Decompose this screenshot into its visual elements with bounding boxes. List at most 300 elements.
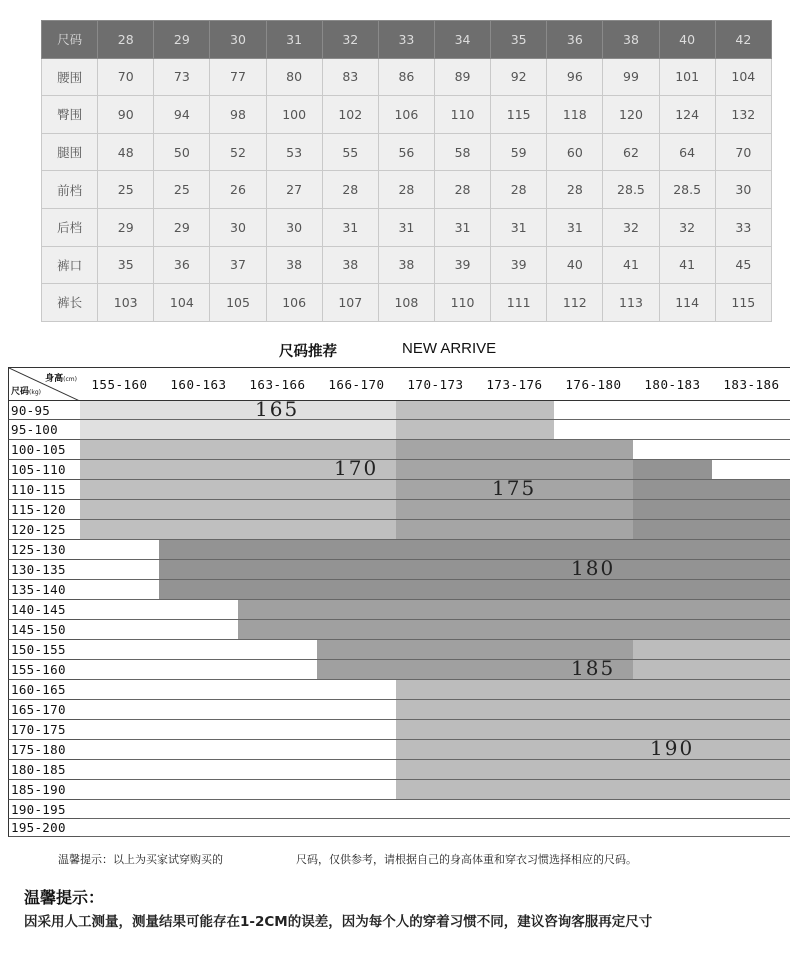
measure-value: 59 bbox=[491, 133, 547, 171]
size-cell bbox=[554, 740, 634, 760]
size-cell bbox=[554, 460, 634, 480]
measure-value: 38 bbox=[322, 246, 378, 284]
size-cell bbox=[238, 500, 318, 520]
size-cell bbox=[396, 460, 476, 480]
size-cell bbox=[712, 580, 790, 600]
measure-value: 38 bbox=[378, 246, 434, 284]
weight-row-header: 180-185 bbox=[8, 760, 81, 780]
measure-value: 29 bbox=[154, 208, 210, 246]
measure-row bbox=[42, 171, 772, 209]
measure-value: 89 bbox=[434, 58, 490, 96]
measure-value: 37 bbox=[210, 246, 266, 284]
size-cell bbox=[317, 520, 397, 540]
size-cell bbox=[633, 600, 713, 620]
size-cell bbox=[80, 540, 160, 560]
size-cell bbox=[396, 740, 476, 760]
size-cell bbox=[80, 401, 160, 420]
measure-value: 110 bbox=[434, 96, 490, 134]
size-cell bbox=[712, 420, 790, 440]
size-cell bbox=[317, 680, 397, 700]
size-cell bbox=[159, 480, 239, 500]
measure-value: 124 bbox=[659, 96, 715, 134]
size-header-cell: 29 bbox=[154, 21, 210, 59]
weight-row-header: 170-175 bbox=[8, 720, 81, 740]
size-cell bbox=[554, 780, 634, 800]
weight-row-header: 175-180 bbox=[8, 740, 81, 760]
measure-value: 98 bbox=[210, 96, 266, 134]
measure-value: 104 bbox=[154, 284, 210, 322]
measure-value: 92 bbox=[491, 58, 547, 96]
measure-value: 41 bbox=[603, 246, 659, 284]
measure-value: 56 bbox=[378, 133, 434, 171]
weight-row-header: 125-130 bbox=[8, 540, 81, 560]
size-cell bbox=[633, 660, 713, 680]
measure-value: 26 bbox=[210, 171, 266, 209]
height-column-header: 176-180 bbox=[554, 367, 634, 401]
measure-value: 28.5 bbox=[659, 171, 715, 209]
size-cell bbox=[159, 401, 239, 420]
size-cell bbox=[554, 700, 634, 720]
fit-note-part2: 尺码，仅供参考，请根据自己的身高体重和穿衣习惯选择相应的尺码。 bbox=[296, 853, 637, 866]
measure-value: 58 bbox=[434, 133, 490, 171]
size-cell bbox=[712, 760, 790, 780]
measure-value: 132 bbox=[715, 96, 771, 134]
measure-value: 112 bbox=[547, 284, 603, 322]
size-cell bbox=[633, 680, 713, 700]
size-cell bbox=[633, 420, 713, 440]
weight-row-header: 190-195 bbox=[8, 800, 81, 819]
size-cell bbox=[396, 800, 476, 819]
size-cell bbox=[396, 760, 476, 780]
size-cell bbox=[238, 620, 318, 640]
size-cell bbox=[475, 420, 555, 440]
size-cell bbox=[159, 440, 239, 460]
measure-value: 31 bbox=[491, 208, 547, 246]
recommended-size-label: 165 bbox=[255, 397, 300, 421]
measure-value: 50 bbox=[154, 133, 210, 171]
measure-value: 108 bbox=[378, 284, 434, 322]
size-cell bbox=[317, 560, 397, 580]
size-cell bbox=[80, 660, 160, 680]
measure-value: 30 bbox=[266, 208, 322, 246]
corner-weight-label: 尺码(kg) bbox=[11, 387, 41, 397]
height-column-header: 163-166 bbox=[238, 367, 318, 401]
measure-label: 前档 bbox=[42, 171, 98, 209]
size-cell bbox=[238, 460, 318, 480]
measure-value: 30 bbox=[210, 208, 266, 246]
size-cell bbox=[159, 520, 239, 540]
measure-row bbox=[42, 133, 772, 171]
size-cell bbox=[475, 540, 555, 560]
size-cell bbox=[475, 401, 555, 420]
size-header-cell: 35 bbox=[491, 21, 547, 59]
size-cell bbox=[317, 401, 397, 420]
size-cell bbox=[475, 500, 555, 520]
measure-row bbox=[42, 284, 772, 322]
size-cell bbox=[712, 680, 790, 700]
measure-value: 118 bbox=[547, 96, 603, 134]
size-cell bbox=[554, 520, 634, 540]
size-cell bbox=[554, 760, 634, 780]
weight-row-header: 155-160 bbox=[8, 660, 81, 680]
recommend-title: 尺码推荐 bbox=[279, 344, 337, 360]
measure-value: 28 bbox=[378, 171, 434, 209]
measure-value: 28 bbox=[434, 171, 490, 209]
recommended-size-label: 185 bbox=[571, 656, 616, 680]
size-cell bbox=[633, 819, 713, 837]
weight-row-header: 105-110 bbox=[8, 460, 81, 480]
size-cell bbox=[317, 480, 397, 500]
size-cell bbox=[159, 680, 239, 700]
measure-value: 70 bbox=[715, 133, 771, 171]
size-cell bbox=[633, 800, 713, 819]
size-cell bbox=[712, 460, 790, 480]
size-cell bbox=[317, 660, 397, 680]
size-cell bbox=[396, 401, 476, 420]
size-cell bbox=[396, 520, 476, 540]
size-cell bbox=[396, 620, 476, 640]
size-cell bbox=[554, 420, 634, 440]
measure-value: 29 bbox=[98, 208, 154, 246]
measure-label: 腿围 bbox=[42, 133, 98, 171]
size-cell bbox=[396, 560, 476, 580]
measure-value: 31 bbox=[434, 208, 490, 246]
weight-row-header: 150-155 bbox=[8, 640, 81, 660]
size-cell bbox=[475, 740, 555, 760]
size-header-label: 尺码 bbox=[42, 21, 98, 59]
size-cell bbox=[554, 401, 634, 420]
size-cell bbox=[712, 520, 790, 540]
size-cell bbox=[712, 780, 790, 800]
measure-value: 104 bbox=[715, 58, 771, 96]
size-cell bbox=[396, 680, 476, 700]
size-cell bbox=[80, 440, 160, 460]
size-header-cell: 30 bbox=[210, 21, 266, 59]
size-cell bbox=[475, 819, 555, 837]
size-cell bbox=[475, 760, 555, 780]
measure-value: 106 bbox=[266, 284, 322, 322]
size-cell bbox=[238, 480, 318, 500]
size-header-cell: 32 bbox=[322, 21, 378, 59]
size-cell bbox=[712, 620, 790, 640]
size-cell bbox=[317, 720, 397, 740]
size-cell bbox=[159, 760, 239, 780]
size-cell bbox=[159, 460, 239, 480]
grid-corner bbox=[8, 367, 81, 401]
size-cell bbox=[80, 620, 160, 640]
size-cell bbox=[238, 440, 318, 460]
measure-value: 28.5 bbox=[603, 171, 659, 209]
measure-value: 99 bbox=[603, 58, 659, 96]
tip-body: 因采用人工测量，测量结果可能存在1-2CM的误差，因为每个人的穿着习惯不同，建议咨询客服再定尺寸 bbox=[24, 914, 653, 930]
size-cell bbox=[238, 660, 318, 680]
measure-value: 90 bbox=[98, 96, 154, 134]
measure-value: 83 bbox=[322, 58, 378, 96]
size-cell bbox=[159, 420, 239, 440]
size-cell bbox=[633, 760, 713, 780]
tip-title: 温馨提示： bbox=[24, 888, 105, 907]
size-cell bbox=[712, 440, 790, 460]
measure-value: 115 bbox=[715, 284, 771, 322]
size-cell bbox=[633, 440, 713, 460]
measure-value: 111 bbox=[491, 284, 547, 322]
measure-value: 120 bbox=[603, 96, 659, 134]
size-cell bbox=[317, 760, 397, 780]
size-cell bbox=[475, 580, 555, 600]
size-cell bbox=[396, 660, 476, 680]
size-cell bbox=[238, 520, 318, 540]
size-cell bbox=[396, 440, 476, 460]
size-cell bbox=[238, 600, 318, 620]
recommended-size-label: 190 bbox=[650, 736, 695, 760]
size-cell bbox=[396, 500, 476, 520]
size-cell bbox=[396, 480, 476, 500]
recommended-size-label: 180 bbox=[571, 556, 616, 580]
measure-value: 102 bbox=[322, 96, 378, 134]
measure-value: 31 bbox=[547, 208, 603, 246]
size-cell bbox=[475, 640, 555, 660]
size-cell bbox=[712, 401, 790, 420]
size-cell bbox=[712, 480, 790, 500]
size-cell bbox=[159, 740, 239, 760]
size-cell bbox=[475, 720, 555, 740]
measure-value: 80 bbox=[266, 58, 322, 96]
size-cell bbox=[554, 720, 634, 740]
size-cell bbox=[712, 800, 790, 819]
size-cell bbox=[317, 540, 397, 560]
size-cell bbox=[159, 600, 239, 620]
weight-row-header: 160-165 bbox=[8, 680, 81, 700]
size-cell bbox=[80, 460, 160, 480]
size-header-cell: 28 bbox=[98, 21, 154, 59]
measure-value: 60 bbox=[547, 133, 603, 171]
size-cell bbox=[475, 440, 555, 460]
measure-value: 36 bbox=[154, 246, 210, 284]
height-column-header: 173-176 bbox=[475, 367, 555, 401]
measure-label: 裤长 bbox=[42, 284, 98, 322]
size-cell bbox=[80, 700, 160, 720]
measure-value: 107 bbox=[322, 284, 378, 322]
size-cell bbox=[80, 780, 160, 800]
size-cell bbox=[317, 800, 397, 819]
measure-value: 55 bbox=[322, 133, 378, 171]
fit-note-part1: 温馨提示：以上为买家试穿购买的 bbox=[58, 853, 223, 866]
measure-label: 腰围 bbox=[42, 58, 98, 96]
measure-row bbox=[42, 58, 772, 96]
height-column-header: 160-163 bbox=[159, 367, 239, 401]
measure-value: 28 bbox=[491, 171, 547, 209]
measure-value: 70 bbox=[98, 58, 154, 96]
size-cell bbox=[475, 780, 555, 800]
size-cell bbox=[80, 640, 160, 660]
size-cell bbox=[396, 420, 476, 440]
measure-label: 后档 bbox=[42, 208, 98, 246]
size-cell bbox=[238, 760, 318, 780]
size-cell bbox=[396, 819, 476, 837]
size-cell bbox=[554, 680, 634, 700]
measure-row bbox=[42, 246, 772, 284]
size-cell bbox=[159, 800, 239, 819]
size-cell bbox=[317, 420, 397, 440]
measure-value: 25 bbox=[154, 171, 210, 209]
measure-value: 45 bbox=[715, 246, 771, 284]
size-cell bbox=[633, 500, 713, 520]
size-cell bbox=[159, 700, 239, 720]
size-cell bbox=[712, 660, 790, 680]
size-cell bbox=[159, 640, 239, 660]
weight-row-header: 185-190 bbox=[8, 780, 81, 800]
size-cell bbox=[633, 540, 713, 560]
size-cell bbox=[712, 740, 790, 760]
size-cell bbox=[633, 780, 713, 800]
recommended-size-label: 170 bbox=[334, 456, 379, 480]
size-header-cell: 31 bbox=[266, 21, 322, 59]
size-cell bbox=[238, 819, 318, 837]
size-cell bbox=[80, 600, 160, 620]
measure-value: 52 bbox=[210, 133, 266, 171]
size-cell bbox=[238, 640, 318, 660]
size-cell bbox=[238, 420, 318, 440]
size-cell bbox=[554, 600, 634, 620]
size-cell bbox=[396, 580, 476, 600]
corner-height-label: 身高(cm) bbox=[45, 374, 77, 384]
size-cell bbox=[159, 560, 239, 580]
size-cell bbox=[80, 740, 160, 760]
size-cell bbox=[712, 560, 790, 580]
size-cell bbox=[159, 540, 239, 560]
recommended-size-label: 175 bbox=[492, 476, 537, 500]
size-cell bbox=[80, 520, 160, 540]
size-cell bbox=[159, 660, 239, 680]
measure-value: 35 bbox=[98, 246, 154, 284]
weight-row-header: 195-200 bbox=[8, 819, 81, 837]
measure-value: 103 bbox=[98, 284, 154, 322]
size-cell bbox=[475, 660, 555, 680]
measure-value: 31 bbox=[322, 208, 378, 246]
size-cell bbox=[396, 720, 476, 740]
measure-value: 28 bbox=[547, 171, 603, 209]
weight-row-header: 110-115 bbox=[8, 480, 81, 500]
measure-label: 裤口 bbox=[42, 246, 98, 284]
size-header-cell: 40 bbox=[659, 21, 715, 59]
size-cell bbox=[317, 600, 397, 620]
size-cell bbox=[633, 460, 713, 480]
size-cell bbox=[238, 720, 318, 740]
size-cell bbox=[317, 500, 397, 520]
size-cell bbox=[80, 500, 160, 520]
measure-value: 39 bbox=[491, 246, 547, 284]
measure-value: 40 bbox=[547, 246, 603, 284]
measure-value: 94 bbox=[154, 96, 210, 134]
measure-value: 96 bbox=[547, 58, 603, 96]
weight-row-header: 140-145 bbox=[8, 600, 81, 620]
size-cell bbox=[159, 819, 239, 837]
size-cell bbox=[317, 780, 397, 800]
measure-row bbox=[42, 96, 772, 134]
measure-value: 73 bbox=[154, 58, 210, 96]
size-cell bbox=[633, 640, 713, 660]
size-cell bbox=[475, 600, 555, 620]
size-header-cell: 42 bbox=[715, 21, 771, 59]
size-cell bbox=[633, 580, 713, 600]
height-column-header: 155-160 bbox=[80, 367, 160, 401]
size-cell bbox=[554, 500, 634, 520]
size-cell bbox=[554, 580, 634, 600]
measure-value: 77 bbox=[210, 58, 266, 96]
size-cell bbox=[396, 640, 476, 660]
size-cell bbox=[396, 700, 476, 720]
measure-value: 32 bbox=[659, 208, 715, 246]
size-cell bbox=[317, 640, 397, 660]
measure-value: 115 bbox=[491, 96, 547, 134]
measure-value: 48 bbox=[98, 133, 154, 171]
weight-row-header: 90-95 bbox=[8, 401, 81, 420]
size-cell bbox=[80, 420, 160, 440]
recommend-subtitle: NEW ARRIVE bbox=[402, 340, 497, 357]
size-header-cell: 36 bbox=[547, 21, 603, 59]
size-cell bbox=[80, 560, 160, 580]
measure-label: 臀围 bbox=[42, 96, 98, 134]
measure-value: 39 bbox=[434, 246, 490, 284]
size-cell bbox=[396, 780, 476, 800]
height-column-header: 166-170 bbox=[317, 367, 397, 401]
height-column-header: 183-186 bbox=[712, 367, 790, 401]
size-table bbox=[41, 20, 772, 322]
size-cell bbox=[159, 620, 239, 640]
measure-value: 30 bbox=[715, 171, 771, 209]
size-cell bbox=[633, 620, 713, 640]
size-cell bbox=[317, 819, 397, 837]
size-cell bbox=[317, 740, 397, 760]
measure-value: 110 bbox=[434, 284, 490, 322]
size-cell bbox=[396, 540, 476, 560]
size-cell bbox=[80, 580, 160, 600]
size-cell bbox=[633, 700, 713, 720]
size-cell bbox=[475, 520, 555, 540]
size-cell bbox=[317, 580, 397, 600]
size-cell bbox=[554, 800, 634, 819]
size-header-cell: 34 bbox=[434, 21, 490, 59]
weight-row-header: 100-105 bbox=[8, 440, 81, 460]
size-cell bbox=[712, 720, 790, 740]
size-header-cell: 38 bbox=[603, 21, 659, 59]
size-cell bbox=[317, 620, 397, 640]
size-cell bbox=[554, 440, 634, 460]
size-cell bbox=[238, 700, 318, 720]
measure-value: 28 bbox=[322, 171, 378, 209]
size-cell bbox=[159, 780, 239, 800]
size-cell bbox=[633, 480, 713, 500]
weight-row-header: 135-140 bbox=[8, 580, 81, 600]
size-cell bbox=[554, 819, 634, 837]
size-cell bbox=[712, 540, 790, 560]
weight-row-header: 95-100 bbox=[8, 420, 81, 440]
size-cell bbox=[554, 480, 634, 500]
size-cell bbox=[80, 819, 160, 837]
size-cell bbox=[80, 760, 160, 780]
size-cell bbox=[238, 540, 318, 560]
size-cell bbox=[238, 680, 318, 700]
size-cell bbox=[475, 620, 555, 640]
size-cell bbox=[317, 700, 397, 720]
size-cell bbox=[238, 580, 318, 600]
measure-value: 33 bbox=[715, 208, 771, 246]
measure-value: 114 bbox=[659, 284, 715, 322]
size-cell bbox=[475, 680, 555, 700]
measure-value: 31 bbox=[378, 208, 434, 246]
weight-row-header: 165-170 bbox=[8, 700, 81, 720]
measure-value: 113 bbox=[603, 284, 659, 322]
